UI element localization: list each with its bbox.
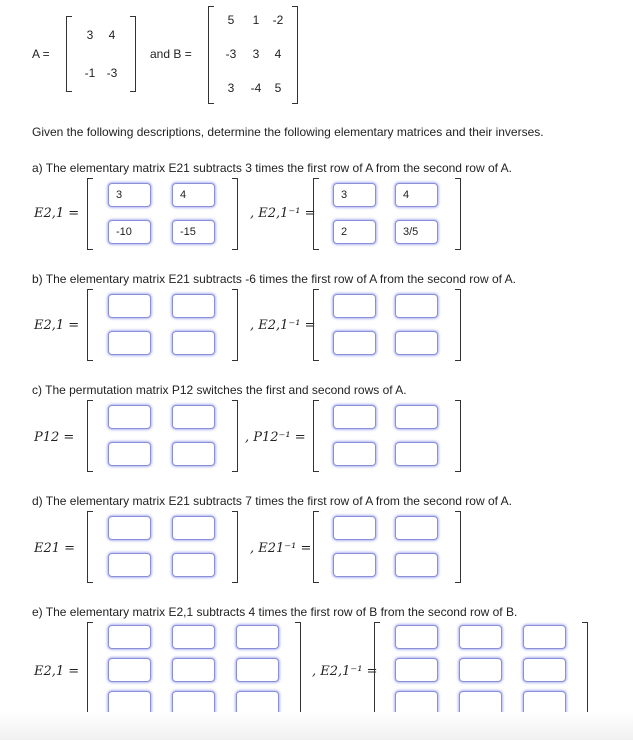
part-d-matrix-input[interactable] xyxy=(172,516,215,540)
part-b-matrix-input[interactable] xyxy=(172,331,215,355)
part-e-inverse-input[interactable] xyxy=(459,625,502,649)
part-c-inv-right-bracket xyxy=(455,400,461,472)
part-d-inverse-input[interactable] xyxy=(395,516,438,540)
instructions-text: Given the following descriptions, determine the following elementary matrices and their inverses. xyxy=(32,125,544,139)
part-c-left-bracket xyxy=(87,400,93,472)
part-c-right-bracket xyxy=(232,400,238,472)
matrix-b-left-bracket xyxy=(208,6,214,104)
part-d-left-bracket xyxy=(87,511,93,583)
part-e-inverse-input[interactable] xyxy=(459,658,502,682)
part-b-inv-left-bracket xyxy=(313,289,319,361)
matrix-a-right-bracket xyxy=(130,16,136,92)
part-d-matrix-input[interactable] xyxy=(108,516,151,540)
part-d-inverse-input[interactable] xyxy=(395,553,438,577)
matrix-a-cell: 4 xyxy=(108,28,116,42)
part-a-inv-left-bracket xyxy=(313,178,319,250)
part-e-left-bracket xyxy=(87,622,93,722)
part-e-inverse-input[interactable] xyxy=(395,625,438,649)
part-a-right-bracket xyxy=(232,178,238,250)
part-a-inverse-input[interactable]: 4 xyxy=(395,183,438,207)
part-b-matrix-input[interactable] xyxy=(108,331,151,355)
part-a-rhs: , E2,1⁻¹ = xyxy=(250,206,316,221)
part-a-question: a) The elementary matrix E21 subtracts 3 times the first row of A from the second row of A. xyxy=(32,161,512,175)
part-e-lhs: E2,1 = xyxy=(34,664,80,679)
matrix-b-cell: 1 xyxy=(252,13,260,27)
part-d-inv-left-bracket xyxy=(313,511,319,583)
part-d-right-bracket xyxy=(232,511,238,583)
part-d-matrix-input[interactable] xyxy=(108,553,151,577)
matrix-b-label: and B = xyxy=(150,47,192,61)
part-e-matrix-input[interactable] xyxy=(108,658,151,682)
part-e-rhs: , E2,1⁻¹ = xyxy=(312,664,378,679)
part-b-inverse-input[interactable] xyxy=(395,294,438,318)
part-a-inverse-input[interactable]: 2 xyxy=(333,220,376,244)
part-a-matrix-input[interactable]: -10 xyxy=(108,220,151,244)
part-c-inv-left-bracket xyxy=(313,400,319,472)
part-c-rhs: , P12⁻¹ = xyxy=(245,430,306,445)
matrix-b-cell: 3 xyxy=(252,47,260,61)
part-c-matrix-input[interactable] xyxy=(172,442,215,466)
part-d-lhs: E21 = xyxy=(34,541,76,556)
part-e-inverse-input[interactable] xyxy=(523,625,566,649)
part-d-inverse-input[interactable] xyxy=(333,516,376,540)
part-a-left-bracket xyxy=(87,178,93,250)
part-b-rhs: , E2,1⁻¹ = xyxy=(250,318,316,333)
part-a-matrix-input[interactable]: -15 xyxy=(172,220,215,244)
part-b-matrix-input[interactable] xyxy=(108,294,151,318)
part-c-inverse-input[interactable] xyxy=(333,405,376,429)
part-b-lhs: E2,1 = xyxy=(34,318,80,333)
matrix-a-left-bracket xyxy=(66,16,72,92)
page-bottom-edge xyxy=(0,712,633,740)
part-d-question: d) The elementary matrix E21 subtracts 7 times the first row of A from the second row of A. xyxy=(32,494,512,508)
matrix-b-right-bracket xyxy=(292,6,298,104)
part-e-inv-left-bracket xyxy=(374,622,380,722)
part-b-left-bracket xyxy=(87,289,93,361)
part-e-matrix-input[interactable] xyxy=(108,625,151,649)
part-e-matrix-input[interactable] xyxy=(236,625,279,649)
part-d-inverse-input[interactable] xyxy=(333,553,376,577)
part-b-inv-right-bracket xyxy=(455,289,461,361)
part-e-matrix-input[interactable] xyxy=(172,625,215,649)
part-a-matrix-input[interactable]: 4 xyxy=(172,183,215,207)
part-c-question: c) The permutation matrix P12 switches the first and second rows of A. xyxy=(32,383,407,397)
part-c-matrix-input[interactable] xyxy=(108,405,151,429)
matrix-b-cell: 5 xyxy=(274,81,282,95)
matrix-a-cell: -1 xyxy=(84,66,96,80)
part-e-question: e) The elementary matrix E2,1 subtracts 4 times the first row of B from the second row of B. xyxy=(32,605,518,619)
part-e-inverse-input[interactable] xyxy=(523,658,566,682)
part-e-inverse-input[interactable] xyxy=(395,658,438,682)
part-e-matrix-input[interactable] xyxy=(172,658,215,682)
part-b-question: b) The elementary matrix E21 subtracts -6 times the first row of A from the second row of A. xyxy=(32,272,516,286)
part-c-matrix-input[interactable] xyxy=(172,405,215,429)
part-c-lhs: P12 = xyxy=(34,430,75,445)
part-b-inverse-input[interactable] xyxy=(395,331,438,355)
part-a-inverse-input[interactable]: 3/5 xyxy=(395,220,438,244)
part-c-inverse-input[interactable] xyxy=(333,442,376,466)
matrix-a-cell: 3 xyxy=(86,28,94,42)
part-b-matrix-input[interactable] xyxy=(172,294,215,318)
matrix-a-cell: -3 xyxy=(106,66,118,80)
part-c-matrix-input[interactable] xyxy=(108,442,151,466)
part-d-inv-right-bracket xyxy=(455,511,461,583)
part-e-matrix-input[interactable] xyxy=(236,658,279,682)
matrix-a-label: A = xyxy=(32,47,50,61)
part-a-inv-right-bracket xyxy=(455,178,461,250)
part-b-right-bracket xyxy=(232,289,238,361)
part-c-inverse-input[interactable] xyxy=(395,405,438,429)
part-d-matrix-input[interactable] xyxy=(172,553,215,577)
matrix-b-cell: -4 xyxy=(250,81,262,95)
part-d-rhs: , E21⁻¹ = xyxy=(250,541,312,556)
matrix-b-cell: 3 xyxy=(227,81,235,95)
part-a-inverse-input[interactable]: 3 xyxy=(333,183,376,207)
part-a-lhs: E2,1 = xyxy=(34,206,80,221)
matrix-b-cell: -2 xyxy=(272,13,284,27)
matrix-b-cell: 5 xyxy=(227,13,235,27)
part-b-inverse-input[interactable] xyxy=(333,294,376,318)
part-b-inverse-input[interactable] xyxy=(333,331,376,355)
part-a-matrix-input[interactable]: 3 xyxy=(108,183,151,207)
matrix-b-cell: -3 xyxy=(225,47,237,61)
part-e-right-bracket xyxy=(295,622,301,722)
part-c-inverse-input[interactable] xyxy=(395,442,438,466)
part-e-inv-right-bracket xyxy=(582,622,588,722)
matrix-b-cell: 4 xyxy=(274,47,282,61)
